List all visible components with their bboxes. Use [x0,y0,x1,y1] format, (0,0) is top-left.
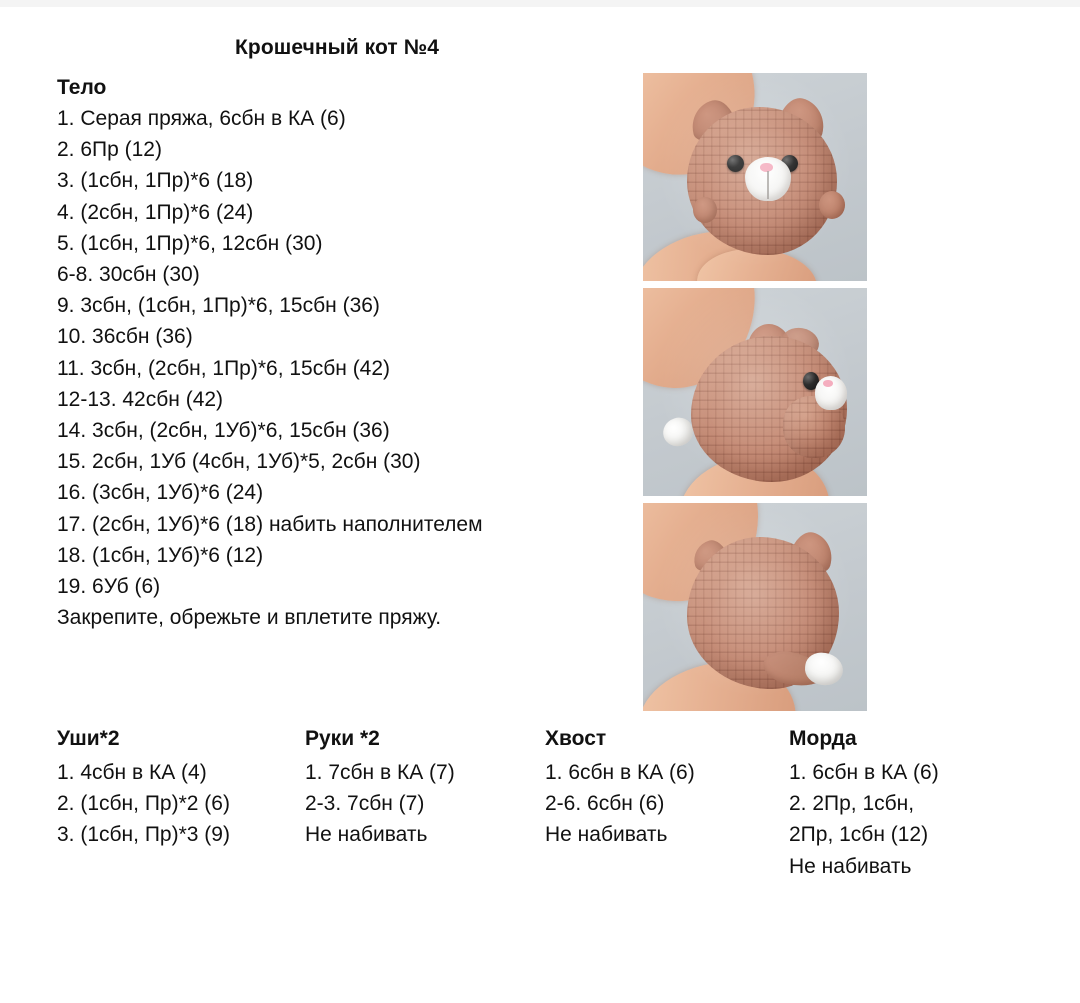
instruction-row: 15. 2сбн, 1Уб (4сбн, 1Уб)*5, 2сбн (30) [57,450,421,474]
instruction-row: 6-8. 30сбн (30) [57,263,200,287]
top-divider [0,0,1080,7]
part-column-muzzle [789,723,1039,882]
instruction-row: 10. 36сбн (36) [57,325,193,349]
part-row: 2Пр, 1сбн (12) [789,823,929,847]
part-row: 2. (1сбн, Пр)*2 (6) [57,792,230,816]
instruction-row: 4. (2сбн, 1Пр)*6 (24) [57,200,254,224]
photo-vignette [643,288,867,496]
photo-vignette [643,503,867,711]
instruction-row: 17. (2сбн, 1Уб)*6 (18) набить наполнителем [57,512,483,536]
part-row: 2-6. 6сбн (6) [545,792,665,816]
part-row: Не набивать [545,823,668,847]
instruction-row: 3. (1сбн, 1Пр)*6 (18) [57,169,254,193]
instruction-row: 19. 6Уб (6) [57,575,161,599]
part-column-ears [57,723,307,851]
instruction-row: 2. 6Пр (12) [57,138,162,162]
photo-vignette [643,73,867,281]
part-row: 1. 7сбн в КА (7) [305,761,455,784]
instruction-row: 5. (1сбн, 1Пр)*6, 12сбн (30) [57,231,323,255]
part-row: 3. (1сбн, Пр)*3 (9) [57,823,230,847]
part-title: Хвост [545,727,607,750]
part-column-tail [545,723,775,851]
instruction-row: 11. 3сбн, (2сбн, 1Пр)*6, 15сбн (42) [57,356,391,380]
photo-gallery [643,73,867,718]
page-title: Крошечный кот №4 [234,36,440,59]
body-instructions-section [57,72,657,633]
part-row: Не набивать [305,823,428,847]
part-row: 2-3. 7сбн (7) [305,792,425,816]
section-heading-body: Тело [57,76,107,99]
instruction-row: Закрепите, обрежьте и вплетите пряжу. [57,606,442,630]
instruction-row: 12-13. 42сбн (42) [57,387,224,411]
part-row: 1. 6сбн в КА (6) [789,761,939,784]
part-column-arms [305,723,540,851]
part-row: 1. 6сбн в КА (6) [545,761,695,784]
instruction-row: 9. 3сбн, (1сбн, 1Пр)*6, 15сбн (36) [57,294,380,318]
part-row: 2. 2Пр, 1сбн, [789,792,915,816]
instruction-row: 18. (1сбн, 1Уб)*6 (12) [57,543,264,567]
part-row: 1. 4сбн в КА (4) [57,761,207,784]
instruction-row: 16. (3сбн, 1Уб)*6 (24) [57,481,264,505]
photo-cat-side-view [643,288,867,496]
part-title: Руки *2 [305,727,380,750]
instruction-row: 14. 3сбн, (2сбн, 1Уб)*6, 15сбн (36) [57,419,390,443]
part-row: Не набивать [789,854,912,878]
part-title: Уши*2 [57,727,120,750]
part-title: Морда [789,727,857,750]
photo-cat-back-view [643,503,867,711]
instruction-row: 1. Серая пряжа, 6сбн в КА (6) [57,107,346,130]
photo-cat-front-view [643,73,867,281]
